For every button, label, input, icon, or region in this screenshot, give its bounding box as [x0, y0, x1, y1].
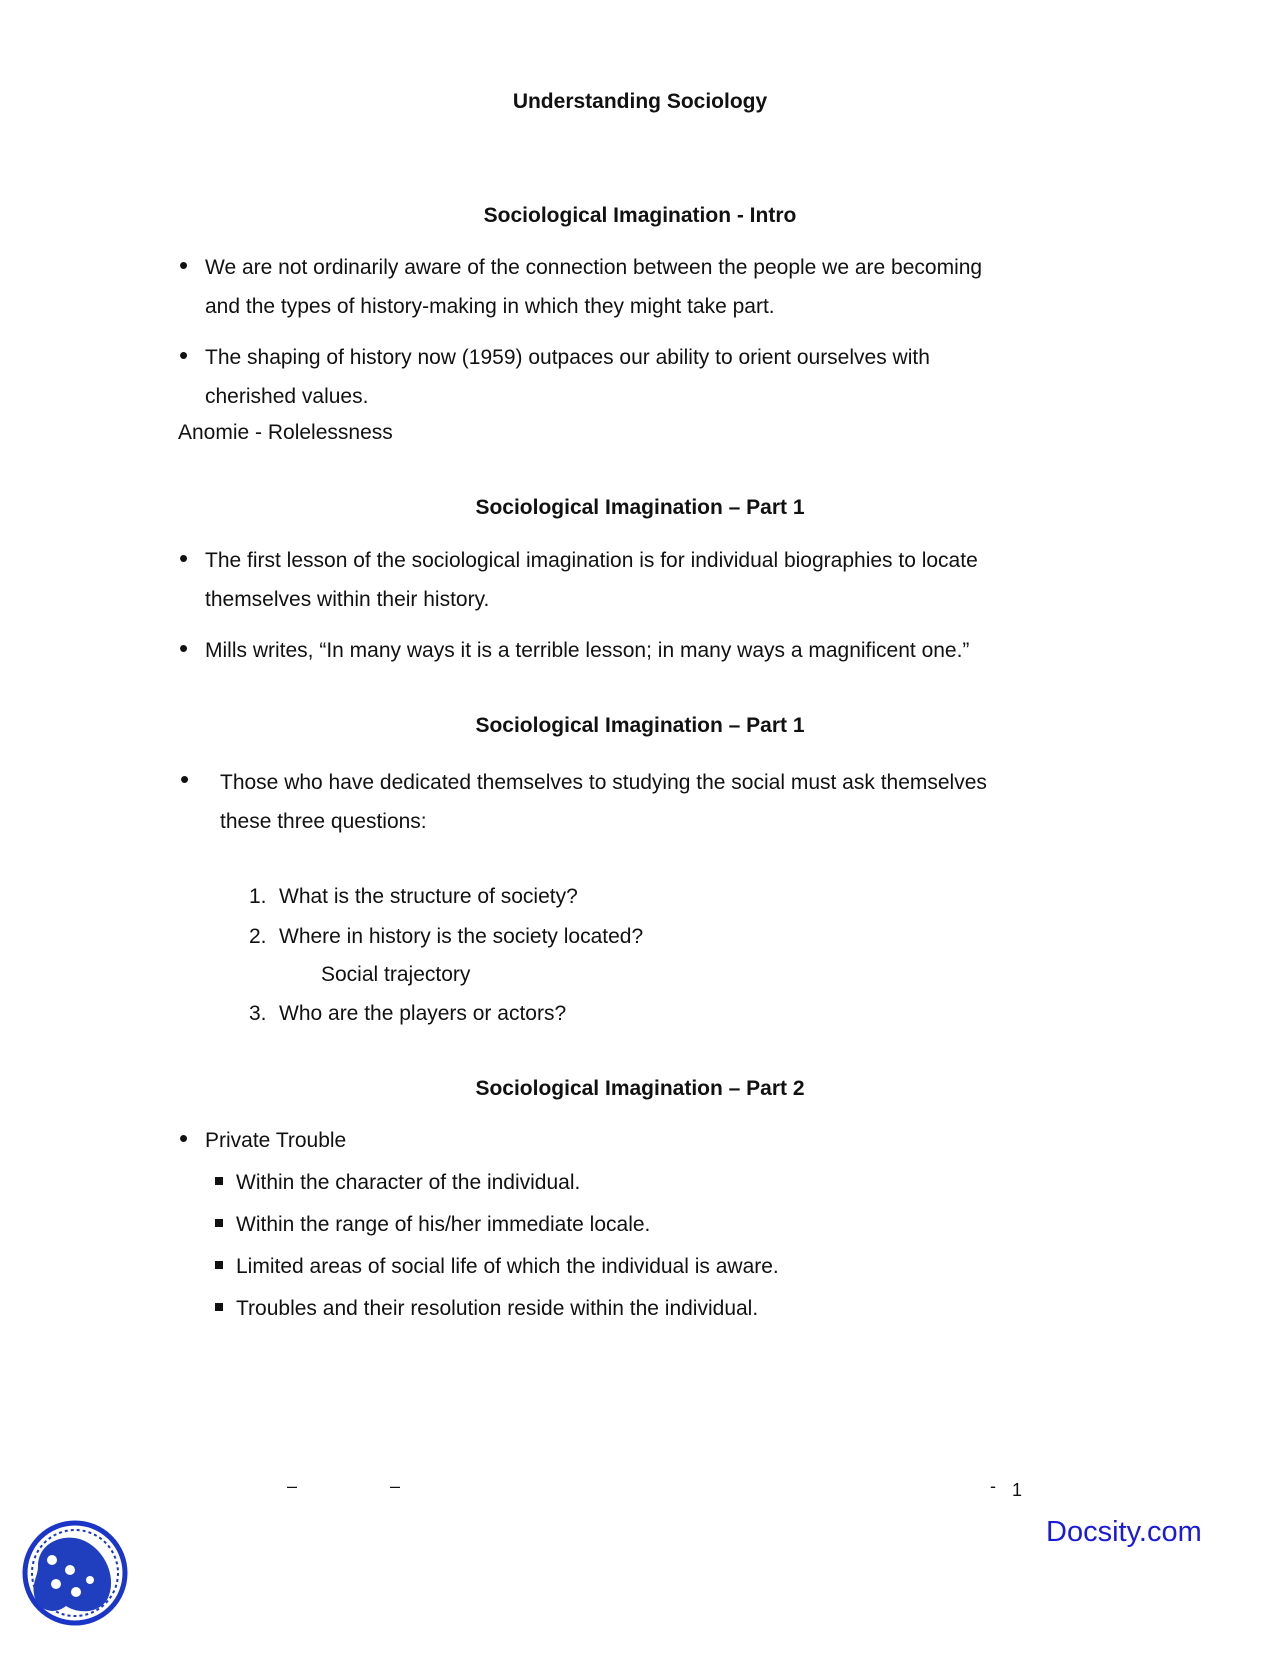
bullet-text: [205, 248, 982, 326]
bullet-icon: •: [179, 543, 189, 573]
bullet-line: and the types of history-making in which they might take part.: [205, 295, 775, 318]
square-bullet-icon: [215, 1219, 223, 1227]
bullet-line: We are not ordinarily aware of the connection between the people we are becoming: [205, 256, 983, 279]
bullet-text: Private Trouble: [205, 1129, 347, 1152]
question-number: 2.: [249, 925, 267, 948]
bullet-icon: •: [179, 633, 189, 663]
document-title: Understanding Sociology: [512, 90, 768, 113]
section-heading-part2: Sociological Imagination – Part 2: [475, 1077, 805, 1100]
square-bullet-icon: [215, 1177, 223, 1185]
docsity-brand-link[interactable]: Docsity.com: [1046, 1516, 1202, 1548]
footer-dash-right: -: [990, 1476, 996, 1496]
footer-dash-left: –: [287, 1476, 298, 1496]
bullet-icon: •: [179, 340, 189, 370]
bullet-line: themselves within their history.: [205, 588, 490, 611]
question-text: Who are the players or actors?: [279, 1002, 567, 1025]
question-text: What is the structure of society?: [279, 885, 578, 908]
note-text: Anomie - Rolelessness: [178, 421, 393, 444]
bullet-icon: •: [179, 1123, 189, 1153]
footer-dash-mid: –: [390, 1476, 401, 1496]
sub-item-text: Within the character of the individual.: [236, 1171, 581, 1194]
bullet-text: [220, 763, 987, 841]
sub-item-text: Within the range of his/her immediate locale.: [236, 1213, 651, 1236]
docsity-logo-icon[interactable]: [20, 1518, 130, 1628]
section-heading-intro: Sociological Imagination - Intro: [483, 204, 797, 227]
bullet-icon: •: [180, 764, 190, 794]
section-heading-part1-b: Sociological Imagination – Part 1: [475, 714, 805, 737]
page-number: 1: [1012, 1480, 1023, 1500]
bullet-text: [205, 541, 978, 619]
bullet-line: these three questions:: [220, 810, 427, 833]
sub-item-text: Limited areas of social life of which the individual is aware.: [236, 1255, 779, 1278]
square-bullet-icon: [215, 1261, 223, 1269]
bullet-line: Those who have dedicated themselves to studying the social must ask themselves: [220, 771, 987, 794]
bullet-line: The shaping of history now (1959) outpaces our ability to orient ourselves with: [205, 346, 930, 369]
question-text: Where in history is the society located?: [279, 925, 644, 948]
bullet-text: [205, 338, 930, 416]
question-number: 1.: [249, 885, 267, 908]
square-bullet-icon: [215, 1303, 223, 1311]
section-heading-part1: Sociological Imagination – Part 1: [475, 496, 805, 519]
bullet-line: cherished values.: [205, 385, 369, 408]
bullet-text: [205, 631, 969, 670]
sub-item-text: Troubles and their resolution reside within the individual.: [236, 1297, 759, 1320]
question-number: 3.: [249, 1002, 267, 1025]
bullet-icon: •: [179, 250, 189, 280]
bullet-line: The first lesson of the sociological imagination is for individual biographies to locate: [205, 549, 978, 572]
bullet-line: Mills writes, “In many ways it is a terrible lesson; in many ways a magnificent one.”: [205, 639, 970, 662]
sub-note-text: Social trajectory: [321, 963, 471, 986]
